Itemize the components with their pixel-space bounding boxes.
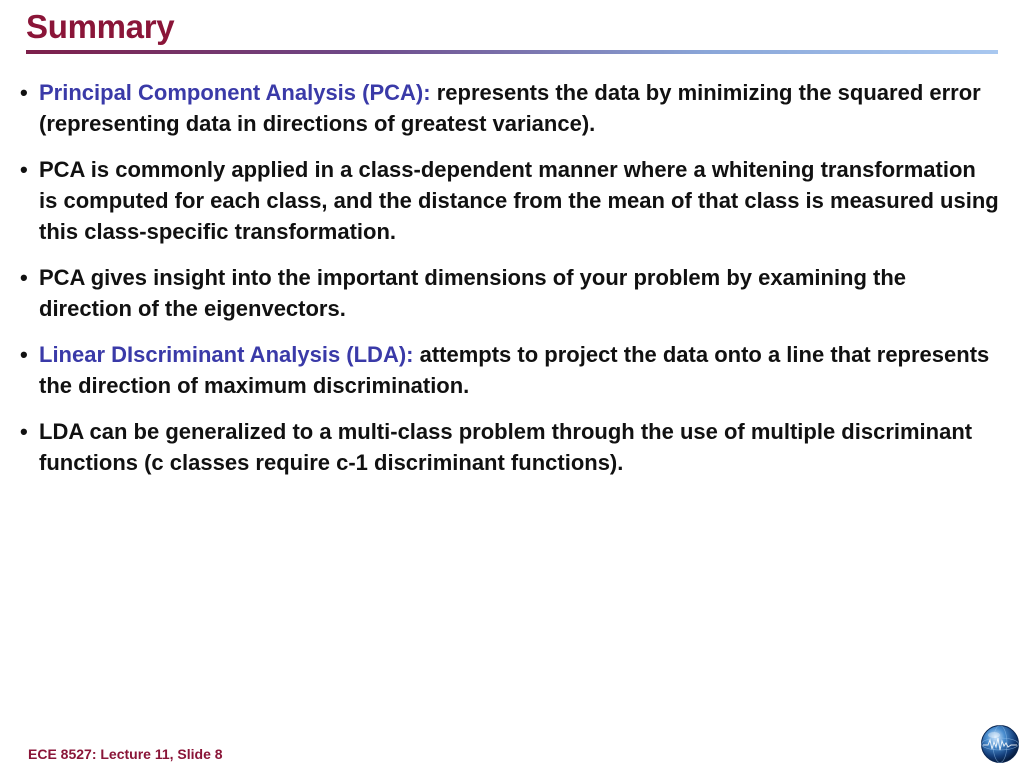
bullet-marker: • xyxy=(20,157,28,182)
bullet-item-pca-class-dependent xyxy=(20,154,1000,247)
bullet-marker: • xyxy=(20,419,28,444)
footer-slide-label: ECE 8527: Lecture 11, Slide 8 xyxy=(28,746,223,762)
bullet-marker: • xyxy=(20,342,28,367)
bullet-text: LDA can be generalized to a multi-class problem through the use of multiple discriminant functions (c classes require c-1 discriminant functions). xyxy=(39,419,973,475)
title-underline xyxy=(26,50,998,54)
bullet-item-pca-insight xyxy=(20,262,1000,324)
bullet-text: attempts to project the data onto a line that represents the direction of maximum discrimination. xyxy=(39,342,990,398)
term-lda: Linear DIscriminant Analysis (LDA): xyxy=(39,342,414,367)
globe-logo-icon xyxy=(980,724,1020,764)
slide-title: Summary xyxy=(26,8,175,45)
bullet-list xyxy=(20,77,1000,493)
bullet-marker: • xyxy=(20,80,28,105)
bullet-item-lda-definition xyxy=(20,339,1000,401)
bullet-text: PCA is commonly applied in a class-dependent manner where a whitening transformation is computed for each class, and the distance from the mean of that class is measured using this class-specific transformation. xyxy=(39,157,999,244)
bullet-text: PCA gives insight into the important dimensions of your problem by examining the direction of the eigenvectors. xyxy=(39,265,907,321)
bullet-item-pca-definition xyxy=(20,77,1000,139)
term-pca: Principal Component Analysis (PCA): xyxy=(39,80,431,105)
bullet-text: represents the data by minimizing the squared error (representing data in directions of greatest variance). xyxy=(39,80,981,136)
bullet-item-lda-multiclass xyxy=(20,416,1000,478)
bullet-marker: • xyxy=(20,265,28,290)
